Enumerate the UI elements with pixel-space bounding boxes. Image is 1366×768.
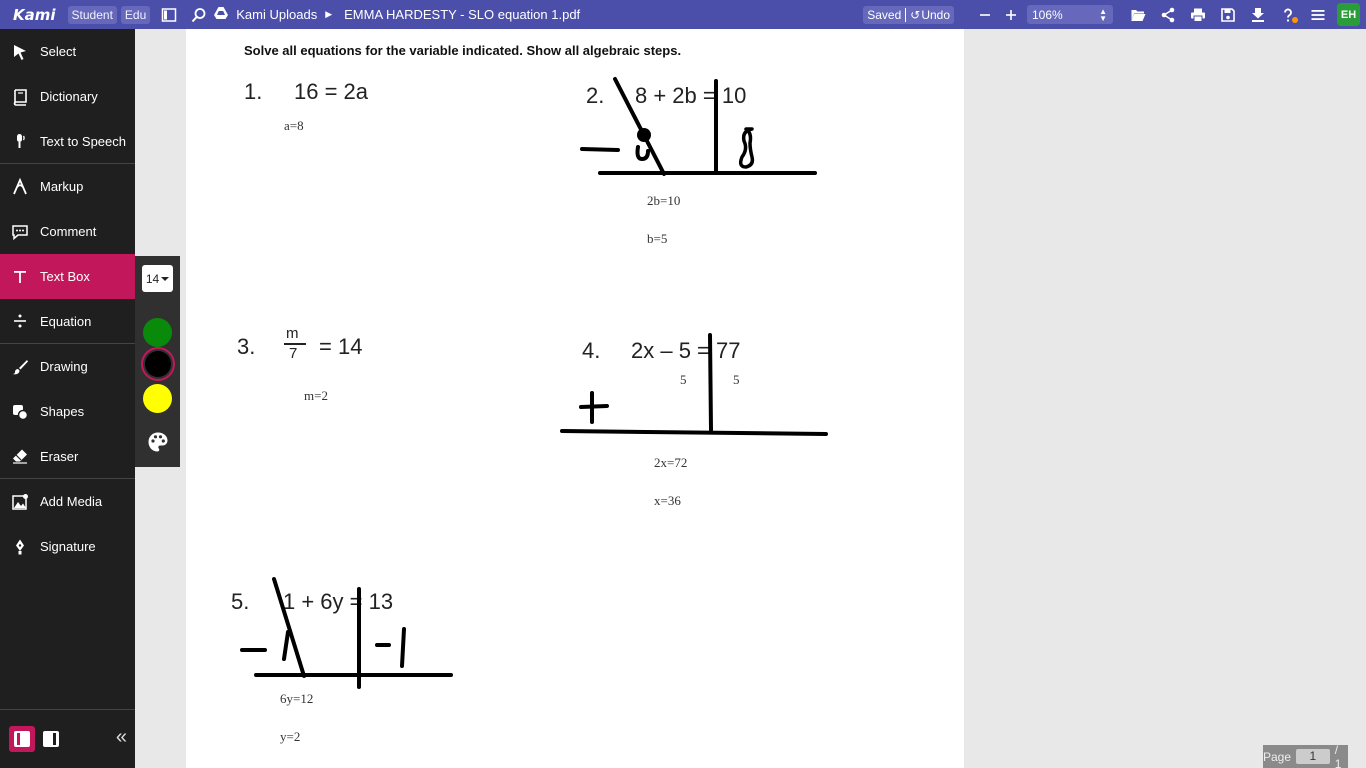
kami-logo[interactable]: Kami: [13, 5, 56, 24]
tool-label: Text Box: [40, 269, 90, 284]
zoom-in-icon[interactable]: [998, 0, 1024, 29]
tool-label: Drawing: [40, 359, 88, 374]
question-4-number: 4.: [582, 338, 601, 363]
font-size-select[interactable]: [142, 265, 173, 292]
save-status: [863, 6, 954, 24]
tool-sidebar: [0, 29, 135, 768]
breadcrumb: [214, 7, 580, 22]
question-2-step-1[interactable]: 2b=10: [647, 193, 681, 208]
shapes-icon: [0, 403, 40, 421]
color-yellow[interactable]: [143, 384, 172, 413]
page-indicator: [1263, 742, 1348, 768]
updown-icon: ▲ ▼: [1099, 6, 1107, 23]
tool-select[interactable]: [0, 29, 135, 74]
tool-dictionary[interactable]: [0, 74, 135, 119]
tool-text-box[interactable]: [0, 254, 135, 299]
ink-plus-h-q4: [581, 406, 607, 407]
question-1-number: 1.: [244, 79, 263, 104]
tool-add-media[interactable]: [0, 479, 135, 524]
right-dock-button[interactable]: [38, 726, 64, 752]
question-4-equation: 2x – 5 = 77: [631, 338, 741, 363]
tool-label: Text to Speech: [40, 133, 126, 149]
speech-icon: [0, 132, 40, 150]
undo-button[interactable]: ↺Undo: [910, 7, 950, 22]
comment-icon: [0, 223, 40, 241]
book-icon: [0, 88, 40, 106]
cursor-icon: [0, 43, 40, 61]
question-2-step-2[interactable]: b=5: [647, 231, 668, 246]
question-4-right-add[interactable]: 5: [733, 372, 740, 387]
zoom-out-icon[interactable]: [972, 0, 998, 29]
pen-nib-icon: [0, 538, 40, 556]
tool-label: Signature: [40, 539, 96, 554]
collapse-sidebar-icon[interactable]: «: [115, 726, 127, 748]
tool-label: Shapes: [40, 404, 85, 419]
text-box-options: [135, 256, 180, 467]
question-2-number: 2.: [586, 83, 605, 108]
instructions: Solve all equations for the variable indicated. Show all algebraic steps.: [244, 43, 682, 58]
brush-icon: [0, 358, 40, 376]
eraser-icon: [0, 447, 40, 465]
pdf-page[interactable]: [186, 29, 964, 768]
zoom-select[interactable]: [1027, 5, 1113, 24]
tool-drawing[interactable]: [0, 344, 135, 389]
question-3-numerator: m: [286, 325, 299, 342]
ink-horizontal-q4: [562, 431, 826, 434]
tool-text-to-speech[interactable]: [0, 119, 135, 164]
ink-one-q5: [284, 632, 288, 659]
undo-label: Undo: [921, 7, 950, 22]
tool-comment[interactable]: [0, 209, 135, 254]
question-4-step-2[interactable]: x=36: [654, 493, 681, 508]
ink-dot-q2: [639, 130, 649, 140]
color-green[interactable]: [143, 318, 172, 347]
question-5-step-1[interactable]: 6y=12: [280, 691, 314, 706]
ink-eight-q2: [638, 147, 649, 159]
download-icon[interactable]: [1243, 0, 1273, 29]
ink-one-right-q5: [402, 629, 404, 666]
question-5-step-2[interactable]: y=2: [280, 729, 301, 744]
zoom-value: 106%: [1032, 7, 1063, 22]
ink-minus-q2: [582, 149, 618, 150]
divide-icon: [0, 312, 40, 330]
page-label: Page: [1263, 749, 1292, 764]
page-total: / 1: [1334, 742, 1342, 768]
tool-eraser[interactable]: [0, 434, 135, 479]
question-4-left-add[interactable]: 5: [680, 372, 687, 387]
file-name[interactable]: EMMA HARDESTY - SLO equation 1.pdf: [344, 7, 581, 22]
tool-label: Equation: [40, 313, 92, 329]
search-icon[interactable]: [184, 0, 214, 29]
save-icon[interactable]: [1213, 0, 1243, 29]
tool-label: Markup: [40, 179, 84, 194]
question-5-number: 5.: [231, 589, 250, 614]
saved-label: Saved: [867, 7, 902, 22]
ink-annotations: [186, 29, 964, 768]
print-icon[interactable]: [1183, 0, 1213, 29]
tool-label: Comment: [40, 224, 97, 239]
tool-label: Dictionary: [40, 89, 98, 104]
menu-icon[interactable]: [1303, 0, 1333, 29]
question-3-answer[interactable]: m=2: [304, 388, 328, 403]
question-3-number: 3.: [237, 334, 256, 359]
markup-icon: [0, 178, 40, 196]
color-black[interactable]: [145, 351, 171, 377]
sidebar-footer: [0, 709, 135, 768]
question-2-equation: 8 + 2b = 10: [635, 83, 747, 108]
top-bar: [0, 0, 1366, 29]
question-1-equation: 16 = 2a: [294, 79, 369, 104]
folder-open-icon[interactable]: [1123, 0, 1153, 29]
tool-signature[interactable]: [0, 524, 135, 569]
sidebar-toggle-icon[interactable]: [154, 0, 184, 29]
text-icon: [0, 268, 40, 286]
question-3-rhs: = 14: [319, 334, 363, 359]
font-size-value: 14: [145, 271, 160, 286]
avatar[interactable]: EH: [1337, 3, 1360, 26]
tool-markup[interactable]: [0, 164, 135, 209]
tool-label: Select: [40, 44, 77, 59]
share-icon[interactable]: [1153, 0, 1183, 29]
image-icon: [0, 493, 40, 511]
page-number-input[interactable]: 1: [1296, 749, 1330, 764]
question-1-answer[interactable]: a=8: [284, 118, 304, 133]
left-dock-button[interactable]: [9, 726, 35, 752]
question-5-equation: 1 + 6y = 13: [283, 589, 394, 614]
tool-label: Add Media: [40, 494, 103, 509]
tool-shapes[interactable]: [0, 389, 135, 434]
edu-badge: Edu: [121, 6, 150, 24]
student-badge: Student: [68, 6, 117, 24]
question-3-denominator: 7: [289, 345, 298, 362]
help-icon[interactable]: [1273, 0, 1303, 29]
caret-right-icon: ▶: [325, 9, 333, 19]
question-4-step-1[interactable]: 2x=72: [654, 455, 688, 470]
google-drive-icon: [214, 7, 228, 22]
tool-label: Eraser: [40, 448, 79, 464]
breadcrumb-folder[interactable]: Kami Uploads: [236, 7, 318, 22]
tool-equation[interactable]: [0, 299, 135, 344]
palette-icon[interactable]: [147, 431, 169, 453]
ink-8-right-q2: [741, 129, 753, 167]
